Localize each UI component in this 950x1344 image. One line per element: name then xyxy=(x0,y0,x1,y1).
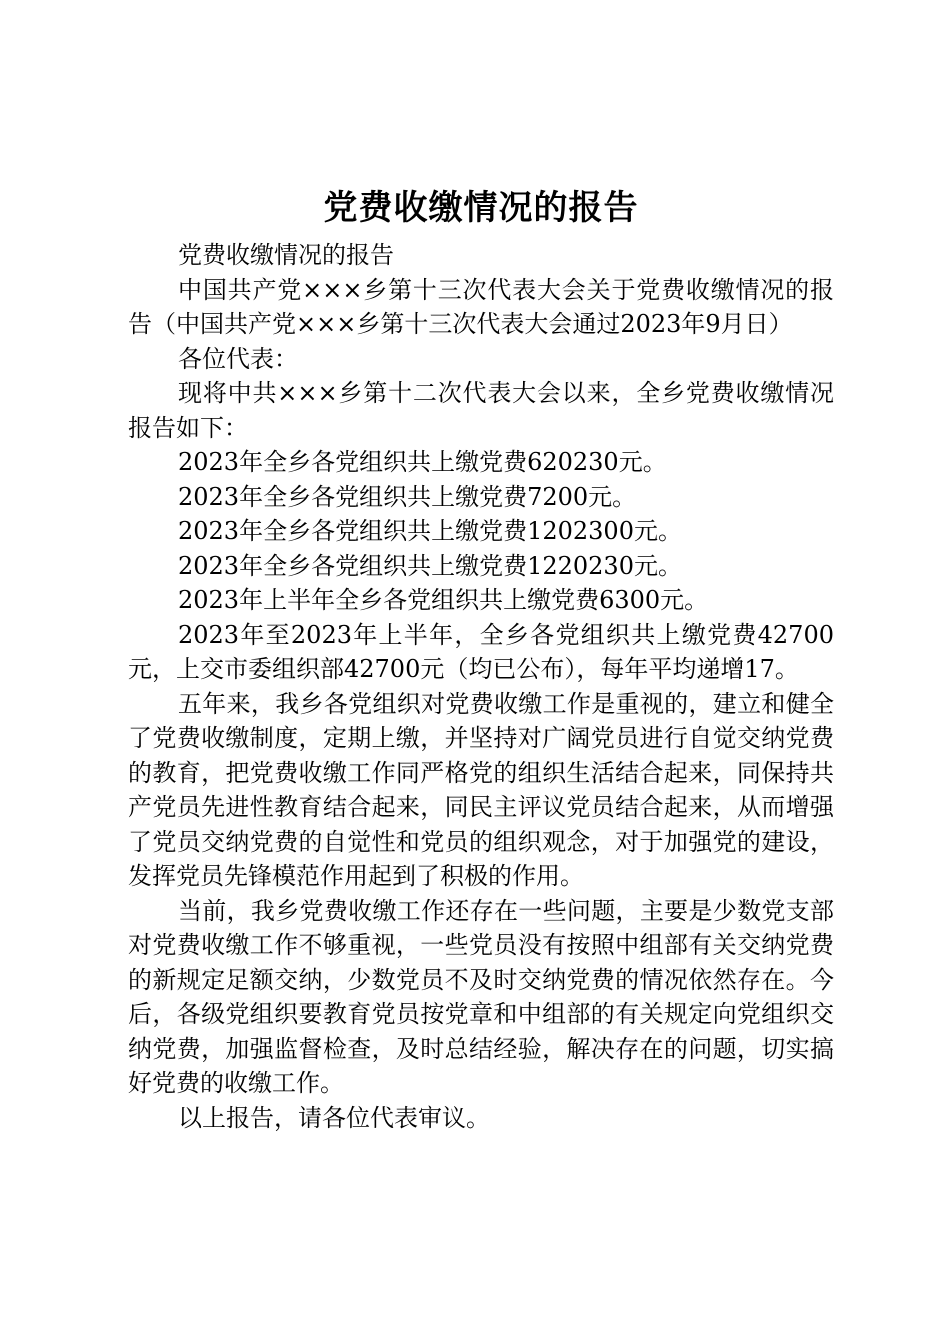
paragraph-closing: 以上报告，请各位代表审议。 xyxy=(178,1103,490,1132)
paragraph-half-year: 2023年上半年全乡各党组织共上缴党费6300元。 xyxy=(178,586,709,614)
document-title: 党费收缴情况的报告 xyxy=(323,188,639,228)
paragraph-subtitle: 党费收缴情况的报告 xyxy=(178,241,394,269)
paragraph-problems: 当前，我乡党费收缴工作还存在一些问题，主要是少数党支部对党费收缴工作不够重视，一些党员没有按照中组部有关交纳党费的新规定足额交纳，少数党员不及时交纳党费的情况依然存在。今后，各级党组织要教育党员按党章和中组部的有关规定向党组织交纳党费，加强监督检查，及时总结经验，解决存在的问题，切实搞好党费的收缴工作。 xyxy=(128,896,834,1097)
paragraph-salutation: 各位代表： xyxy=(178,344,298,373)
paragraph-year-1: 2023年全乡各党组织共上缴党费620230元。 xyxy=(178,448,667,476)
paragraph-heading-line: 中国共产党×××乡第十三次代表大会关于党费收缴情况的报告（中国共产党×××乡第十三次代表大会通过2023年9月日） xyxy=(128,275,834,338)
paragraph-five-years: 五年来，我乡各党组织对党费收缴工作是重视的，建立和健全了党费收缴制度，定期上缴，并坚持对广阔党员进行自觉交纳党费的教育，把党费收缴工作同严格党的组织生活结合起来，同保持共产党员先进性教育结合起来，同民主评议党员结合起来，从而增强了党员交纳党费的自觉性和党员的组织观念，对于加强党的建设，发挥党员先锋模范作用起到了积极的作用。 xyxy=(128,689,834,890)
document-page xyxy=(128,180,834,1135)
paragraph-total: 2023年至2023年上半年，全乡各党组织共上缴党费42700元，上交市委组织部42700元（均已公布），每年平均递增17。 xyxy=(128,620,834,683)
paragraph-year-4: 2023年全乡各党组织共上缴党费1220230元。 xyxy=(178,551,682,580)
paragraph-year-3: 2023年全乡各党组织共上缴党费1202300元。 xyxy=(178,517,682,545)
paragraph-intro: 现将中共×××乡第十二次代表大会以来，全乡党费收缴情况报告如下： xyxy=(128,379,834,442)
paragraph-year-2: 2023年全乡各党组织共上缴党费7200元。 xyxy=(178,482,637,511)
